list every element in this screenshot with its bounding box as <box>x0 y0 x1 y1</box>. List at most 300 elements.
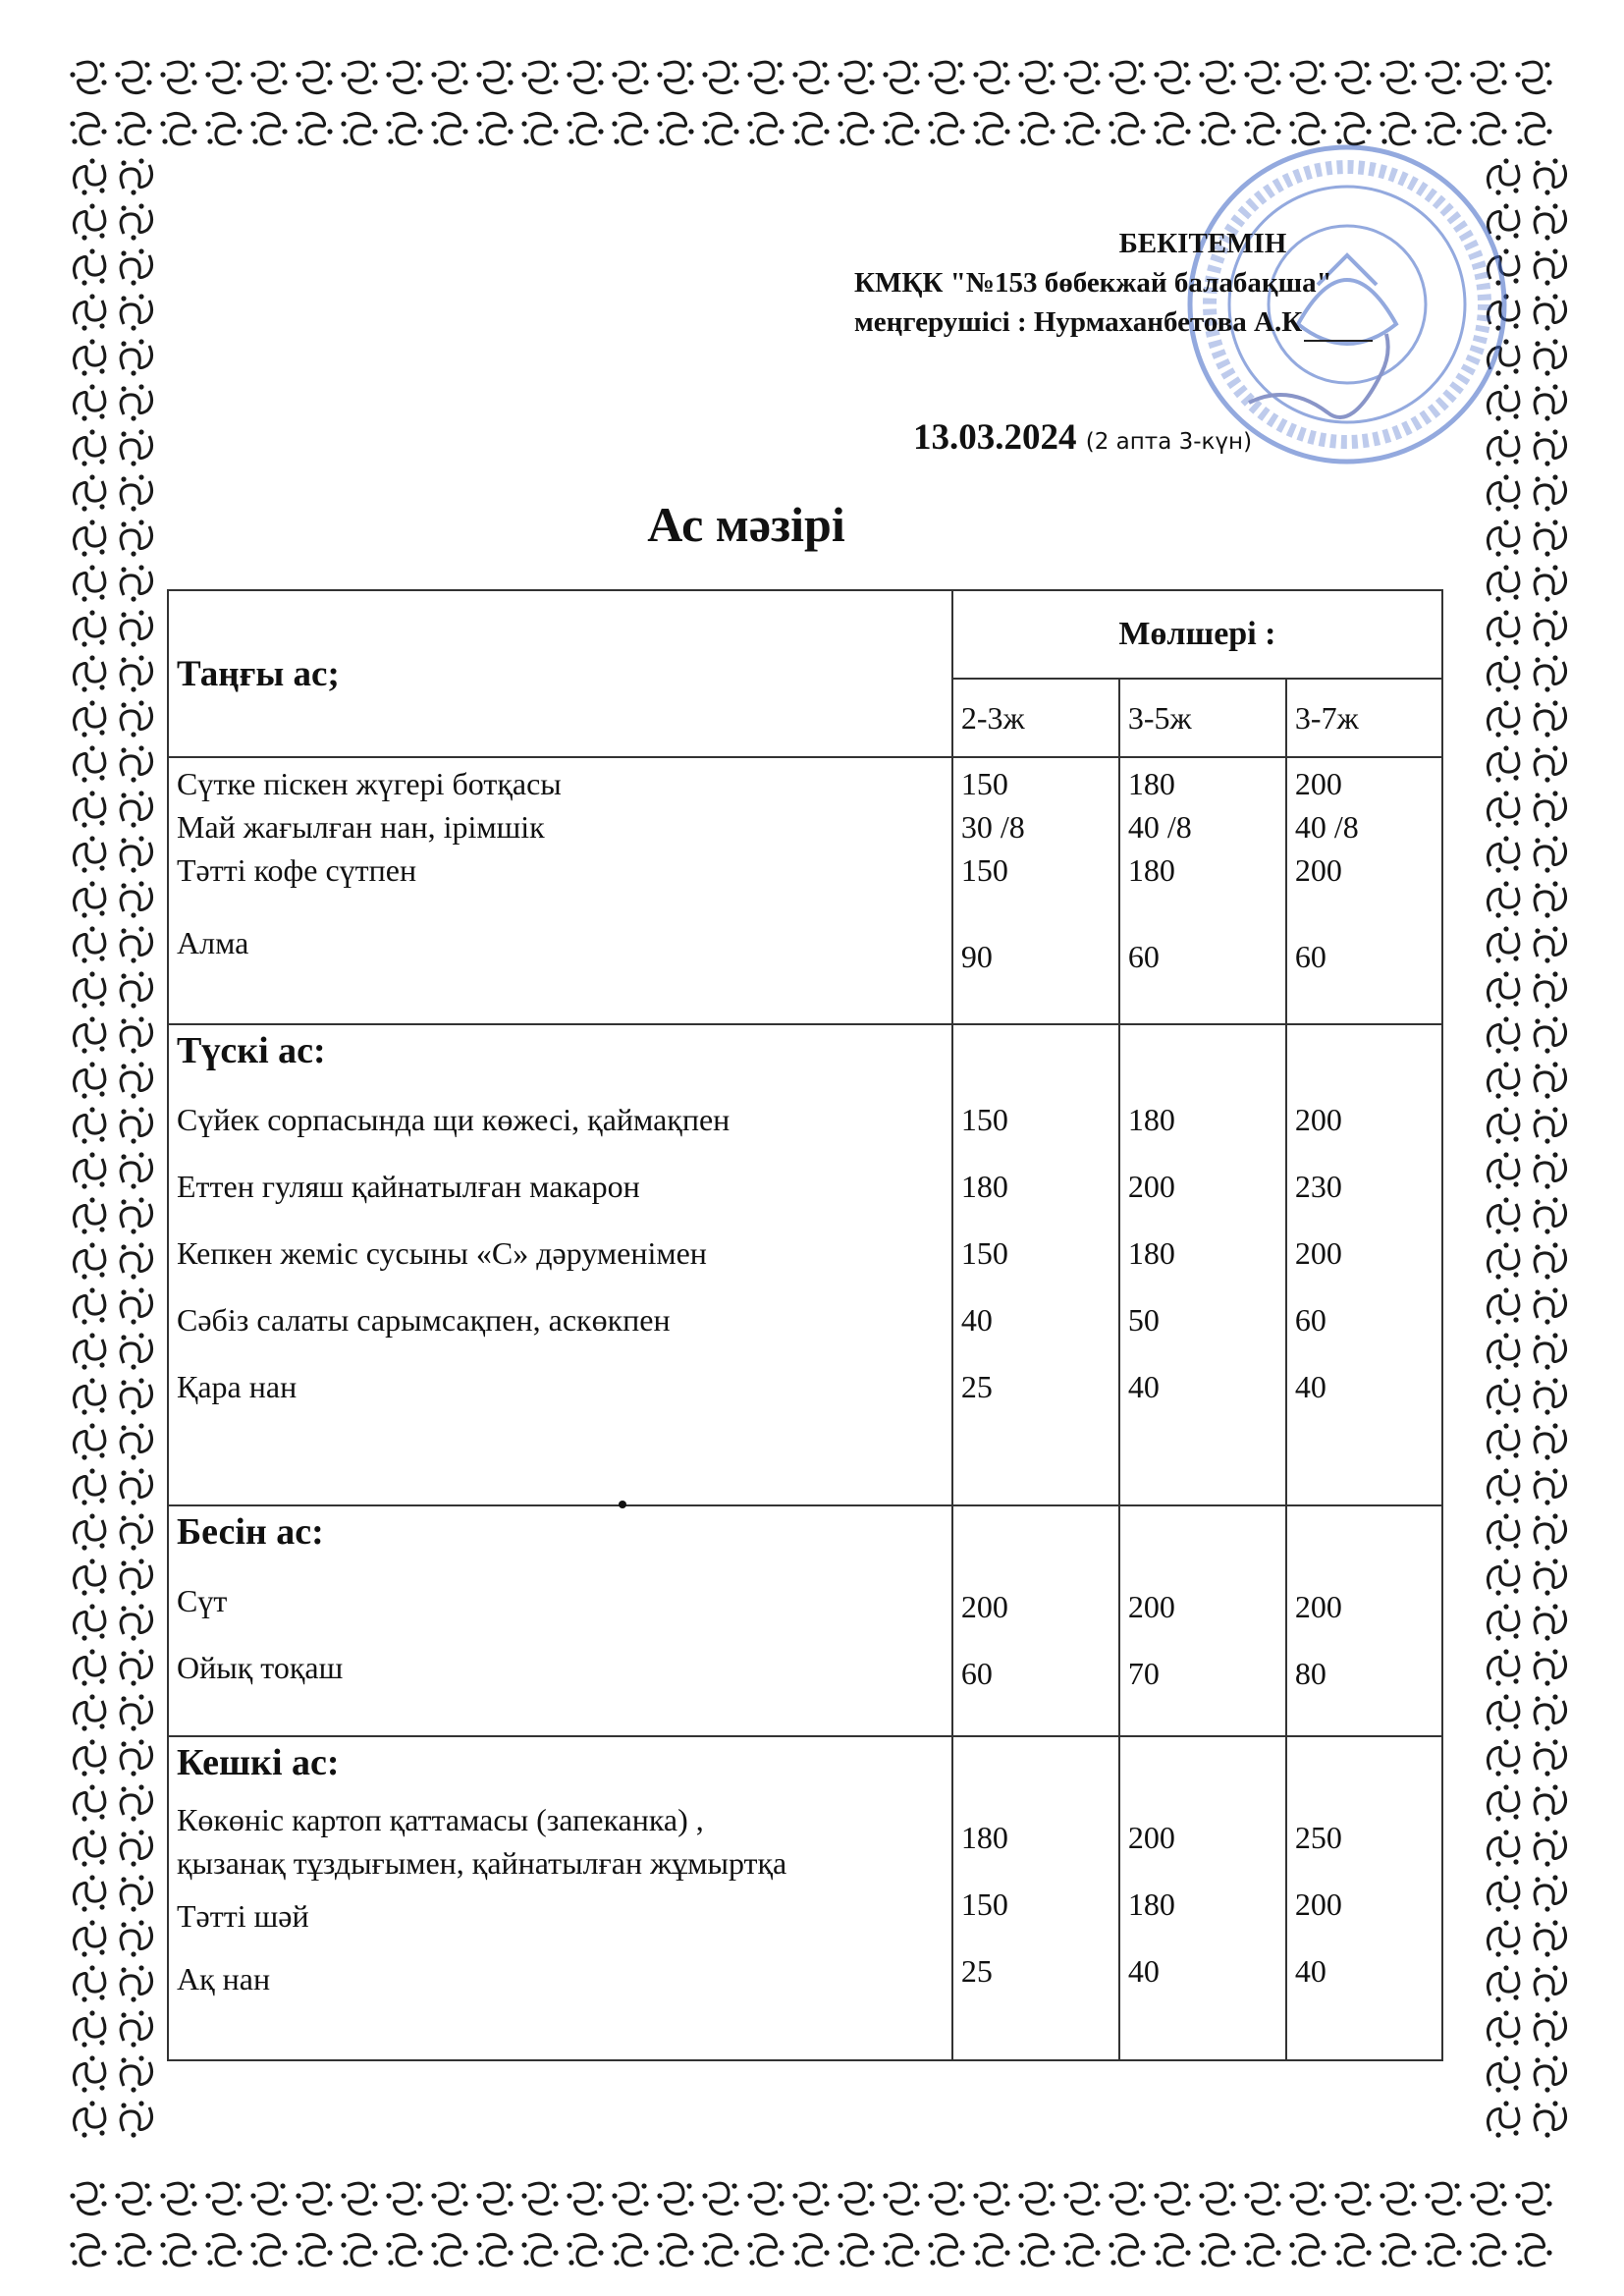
border-swirl-icon <box>1535 2101 1565 2137</box>
border-swirl-icon <box>1535 474 1565 511</box>
border-swirl-icon <box>121 1830 151 1866</box>
border-swirl-icon <box>386 113 422 143</box>
border-swirl-icon <box>115 2234 151 2265</box>
border-swirl-icon <box>1488 1604 1518 1640</box>
lunch-row <box>168 1024 1442 1505</box>
border-swirl-icon <box>1380 62 1416 92</box>
border-swirl-icon <box>1244 62 1280 92</box>
border-swirl-icon <box>1535 1604 1565 1640</box>
border-swirl-icon <box>928 113 964 143</box>
qty-value: 60 <box>1127 939 1160 974</box>
border-swirl-icon <box>74 926 104 962</box>
border-swirl-icon <box>1488 1965 1518 2001</box>
qty-value: 25 <box>960 1369 993 1404</box>
dinner-qty-3 <box>1286 1736 1442 2060</box>
border-swirl-icon <box>1535 1062 1565 1098</box>
border-swirl-icon <box>1535 1830 1565 1866</box>
border-swirl-icon <box>1535 1197 1565 1233</box>
border-swirl-icon <box>160 2183 196 2214</box>
border-swirl-icon <box>567 62 603 92</box>
border-swirl-icon <box>883 2234 919 2265</box>
lunch-qty-1 <box>952 1024 1119 1505</box>
border-swirl-icon <box>121 1784 151 1821</box>
border-swirl-icon <box>1425 2183 1461 2214</box>
border-swirl-icon <box>476 113 513 143</box>
border-swirl-icon <box>74 836 104 872</box>
border-swirl-icon <box>70 113 106 143</box>
list-item: Май жағылған нан, ірімшік <box>177 809 545 845</box>
border-swirl-icon <box>1535 1558 1565 1595</box>
qty-value: 150 <box>960 766 1008 801</box>
border-swirl-icon <box>115 62 151 92</box>
border-swirl-icon <box>1488 1378 1518 1414</box>
qty-value: 230 <box>1294 1169 1342 1204</box>
border-swirl-icon <box>928 2234 964 2265</box>
border-swirl-icon <box>121 2101 151 2137</box>
border-swirl-icon <box>1488 1468 1518 1504</box>
border-swirl-icon <box>1334 62 1371 92</box>
qty-value: 70 <box>1127 1656 1160 1691</box>
list-item: Қара нан <box>177 1369 298 1404</box>
border-swirl-icon <box>973 62 1009 92</box>
border-swirl-icon <box>121 836 151 872</box>
border-swirl-icon <box>121 1287 151 1324</box>
border-swirl-icon <box>74 1558 104 1595</box>
border-swirl-icon <box>1535 158 1565 194</box>
qty-value: 40 /8 <box>1294 809 1359 845</box>
border-swirl-icon <box>1535 836 1565 872</box>
border-swirl-icon <box>747 62 784 92</box>
qty-value: 180 <box>1127 1235 1175 1271</box>
border-swirl-icon <box>747 113 784 143</box>
border-swirl-icon <box>121 158 151 194</box>
border-swirl-icon <box>1488 519 1518 556</box>
border-swirl-icon <box>1488 1558 1518 1595</box>
border-swirl-icon <box>1018 113 1055 143</box>
border-swirl-icon <box>1535 384 1565 420</box>
lunch-items <box>168 1024 952 1505</box>
border-swirl-icon <box>792 62 829 92</box>
border-swirl-icon <box>1535 2055 1565 2092</box>
border-swirl-icon <box>1535 565 1565 601</box>
border-swirl-icon <box>1515 2183 1551 2214</box>
border-swirl-icon <box>1488 1920 1518 1956</box>
page-title: Ас мәзірі <box>647 497 845 552</box>
border-swirl-icon <box>1488 1423 1518 1459</box>
border-swirl-icon <box>1334 2234 1371 2265</box>
border-swirl-icon <box>205 2183 242 2214</box>
border-swirl-icon <box>1515 62 1551 92</box>
border-swirl-icon <box>431 2234 467 2265</box>
border-swirl-icon <box>74 248 104 285</box>
border-swirl-icon <box>1488 791 1518 827</box>
border-swirl-icon <box>838 2234 874 2265</box>
border-swirl-icon <box>1488 1694 1518 1730</box>
border-swirl-icon <box>121 1197 151 1233</box>
border-swirl-icon <box>1154 62 1190 92</box>
border-swirl-icon <box>74 1513 104 1550</box>
border-swirl-icon <box>70 2234 106 2265</box>
border-swirl-icon <box>160 113 196 143</box>
border-swirl-icon <box>74 203 104 240</box>
border-swirl-icon <box>1488 1062 1518 1098</box>
border-swirl-icon <box>1488 565 1518 601</box>
border-swirl-icon <box>121 1965 151 2001</box>
border-swirl-icon <box>74 1468 104 1504</box>
snack-qty-1 <box>952 1505 1119 1736</box>
border-swirl-icon <box>205 62 242 92</box>
border-swirl-icon <box>115 113 151 143</box>
border-swirl-icon <box>121 1062 151 1098</box>
border-swirl-icon <box>74 1965 104 2001</box>
list-item: қызанақ тұздығымен, қайнатылған жұмыртқа <box>177 1845 787 1881</box>
border-swirl-icon <box>702 2183 738 2214</box>
border-swirl-icon <box>74 1152 104 1188</box>
border-swirl-icon <box>476 2183 513 2214</box>
border-swirl-icon <box>973 2183 1009 2214</box>
border-swirl-icon <box>521 2234 558 2265</box>
border-swirl-icon <box>1380 2234 1416 2265</box>
age-group-1: 2-3ж <box>952 679 1119 757</box>
qty-value: 40 /8 <box>1127 809 1192 845</box>
lunch-title: Түскі ас: <box>177 1030 326 1071</box>
breakfast-items <box>168 757 952 1024</box>
border-swirl-icon <box>1488 1875 1518 1911</box>
border-swirl-icon <box>521 2183 558 2214</box>
border-swirl-icon <box>1535 1468 1565 1504</box>
qty-value: 150 <box>960 1102 1008 1137</box>
border-swirl-icon <box>205 2234 242 2265</box>
border-swirl-icon <box>1535 294 1565 330</box>
border-swirl-icon <box>1535 519 1565 556</box>
border-swirl-icon <box>121 565 151 601</box>
border-swirl-icon <box>1334 2183 1371 2214</box>
list-item: Алма <box>177 925 249 960</box>
border-swirl-icon <box>74 1739 104 1776</box>
border-swirl-icon <box>1535 1784 1565 1821</box>
border-swirl-icon <box>1154 2183 1190 2214</box>
qty-value: 40 <box>1127 1953 1160 1989</box>
border-swirl-icon <box>250 113 287 143</box>
border-swirl-icon <box>1488 1830 1518 1866</box>
border-swirl-icon <box>74 429 104 465</box>
qty-value: 200 <box>1127 1169 1175 1204</box>
border-swirl-icon <box>657 62 693 92</box>
border-swirl-icon <box>74 1333 104 1369</box>
border-swirl-icon <box>121 1513 151 1550</box>
border-swirl-icon <box>1380 2183 1416 2214</box>
dinner-row <box>168 1736 1442 2060</box>
border-swirl-icon <box>121 1468 151 1504</box>
border-swirl-icon <box>431 2183 467 2214</box>
border-swirl-icon <box>1535 926 1565 962</box>
qty-value: 200 <box>1294 1102 1342 1137</box>
border-swirl-icon <box>1109 2234 1145 2265</box>
border-swirl-icon <box>1535 429 1565 465</box>
border-swirl-icon <box>1535 203 1565 240</box>
border-swirl-icon <box>121 1649 151 1685</box>
list-item: Сәбіз салаты сарымсақпен, аскөкпен <box>177 1302 671 1338</box>
border-swirl-icon <box>1199 62 1235 92</box>
border-swirl-icon <box>74 565 104 601</box>
border-swirl-icon <box>1289 2183 1326 2214</box>
list-item: Тәтті кофе сүтпен <box>177 852 417 888</box>
border-swirl-icon <box>74 1694 104 1730</box>
border-swirl-icon <box>1535 1739 1565 1776</box>
border-swirl-icon <box>1488 1333 1518 1369</box>
border-swirl-icon <box>476 62 513 92</box>
border-swirl-icon <box>74 1604 104 1640</box>
border-swirl-icon <box>1425 62 1461 92</box>
border-swirl-icon <box>74 791 104 827</box>
border-swirl-icon <box>115 2183 151 2214</box>
qty-value: 200 <box>960 1589 1008 1624</box>
border-swirl-icon <box>1535 1965 1565 2001</box>
qty-value: 40 <box>1294 1953 1326 1989</box>
border-swirl-icon <box>74 700 104 737</box>
border-swirl-icon <box>838 113 874 143</box>
border-swirl-icon <box>121 384 151 420</box>
qty-value: 150 <box>960 1886 1008 1922</box>
border-swirl-icon <box>431 113 467 143</box>
border-swirl-icon <box>1063 2183 1100 2214</box>
border-swirl-icon <box>74 1197 104 1233</box>
border-swirl-icon <box>1289 62 1326 92</box>
border-swirl-icon <box>883 62 919 92</box>
border-swirl-icon <box>1063 113 1100 143</box>
border-swirl-icon <box>121 1423 151 1459</box>
border-swirl-icon <box>386 62 422 92</box>
breakfast-qty-1 <box>952 757 1119 1024</box>
border-swirl-icon <box>1488 474 1518 511</box>
border-swirl-icon <box>1535 745 1565 782</box>
border-swirl-icon <box>341 2183 377 2214</box>
border-swirl-icon <box>74 1920 104 1956</box>
border-swirl-icon <box>1488 836 1518 872</box>
border-swirl-icon <box>121 339 151 375</box>
dinner-items <box>168 1736 952 2060</box>
border-swirl-icon <box>973 113 1009 143</box>
border-swirl-icon <box>74 655 104 691</box>
border-swirl-icon <box>121 1558 151 1595</box>
qty-value: 180 <box>960 1820 1008 1855</box>
border-swirl-icon <box>121 1242 151 1279</box>
border-swirl-icon <box>1018 2234 1055 2265</box>
border-swirl-icon <box>1063 2234 1100 2265</box>
border-swirl-icon <box>1488 1649 1518 1685</box>
border-swirl-icon <box>1488 655 1518 691</box>
snack-row <box>168 1505 1442 1736</box>
border-swirl-icon <box>74 1287 104 1324</box>
qty-value: 25 <box>960 1953 993 1989</box>
border-swirl-icon <box>121 1604 151 1640</box>
border-swirl-icon <box>702 113 738 143</box>
border-swirl-icon <box>1488 1107 1518 1143</box>
border-swirl-icon <box>1488 926 1518 962</box>
border-swirl-icon <box>1488 1784 1518 1821</box>
qty-value: 200 <box>1127 1589 1175 1624</box>
border-swirl-icon <box>1535 881 1565 917</box>
border-swirl-icon <box>341 2234 377 2265</box>
border-swirl-icon <box>74 1875 104 1911</box>
breakfast-qty-2 <box>1119 757 1286 1024</box>
qty-value: 200 <box>1294 1235 1342 1271</box>
border-swirl-icon <box>121 791 151 827</box>
list-item: Ойық тоқаш <box>177 1650 344 1685</box>
border-swirl-icon <box>386 2183 422 2214</box>
menu-table <box>167 589 1443 2061</box>
border-swirl-icon <box>521 113 558 143</box>
qty-value: 50 <box>1127 1302 1160 1338</box>
border-swirl-icon <box>883 113 919 143</box>
border-swirl-icon <box>121 1016 151 1053</box>
age-group-2: 3-5ж <box>1119 679 1286 757</box>
border-swirl-icon <box>1470 2234 1506 2265</box>
age-group-3: 3-7ж <box>1286 679 1442 757</box>
border-swirl-icon <box>1470 62 1506 92</box>
border-swirl-icon <box>296 2183 332 2214</box>
border-swirl-icon <box>928 62 964 92</box>
qty-value: 80 <box>1294 1656 1326 1691</box>
border-swirl-icon <box>1063 62 1100 92</box>
list-item: Тәтті шәй <box>177 1898 309 1934</box>
border-swirl-icon <box>74 294 104 330</box>
border-swirl-icon <box>74 610 104 646</box>
list-item: Ақ нан <box>177 1961 271 1996</box>
border-swirl-icon <box>1109 2183 1145 2214</box>
border-swirl-icon <box>792 2183 829 2214</box>
border-swirl-icon <box>1535 610 1565 646</box>
border-swirl-icon <box>121 971 151 1008</box>
border-swirl-icon <box>296 62 332 92</box>
border-swirl-icon <box>1488 610 1518 646</box>
border-swirl-icon <box>792 2234 829 2265</box>
border-swirl-icon <box>1199 2183 1235 2214</box>
qty-value: 150 <box>960 1235 1008 1271</box>
qty-value: 200 <box>1294 1589 1342 1624</box>
border-swirl-icon <box>657 2234 693 2265</box>
border-swirl-icon <box>74 384 104 420</box>
border-swirl-icon <box>1199 2234 1235 2265</box>
border-swirl-icon <box>612 62 648 92</box>
border-swirl-icon <box>476 2234 513 2265</box>
border-swirl-icon <box>1535 339 1565 375</box>
snack-items <box>168 1505 952 1736</box>
border-swirl-icon <box>1535 1016 1565 1053</box>
border-swirl-icon <box>74 1016 104 1053</box>
list-item: Еттен гуляш қайнатылған макарон <box>177 1169 640 1204</box>
breakfast-qty-3 <box>1286 757 1442 1024</box>
border-swirl-icon <box>1515 2234 1551 2265</box>
border-swirl-icon <box>1154 2234 1190 2265</box>
qty-value: 60 <box>960 1656 993 1691</box>
breakfast-row <box>168 757 1442 1024</box>
qty-value: 40 <box>1294 1369 1326 1404</box>
border-swirl-icon <box>1488 1197 1518 1233</box>
border-swirl-icon <box>74 1423 104 1459</box>
qty-value: 200 <box>1294 1886 1342 1922</box>
border-swirl-icon <box>1535 1513 1565 1550</box>
border-swirl-icon <box>121 1333 151 1369</box>
lunch-qty-2 <box>1119 1024 1286 1505</box>
border-swirl-icon <box>121 294 151 330</box>
border-swirl-icon <box>70 62 106 92</box>
border-swirl-icon <box>250 2183 287 2214</box>
breakfast-title: Таңғы ас; <box>168 590 952 757</box>
border-swirl-icon <box>1425 2234 1461 2265</box>
border-swirl-icon <box>1488 745 1518 782</box>
border-swirl-icon <box>341 113 377 143</box>
border-swirl-icon <box>1535 1920 1565 1956</box>
border-swirl-icon <box>1470 2183 1506 2214</box>
border-swirl-icon <box>74 881 104 917</box>
border-swirl-icon <box>612 2234 648 2265</box>
border-swirl-icon <box>70 2183 106 2214</box>
border-swirl-icon <box>1535 1242 1565 1279</box>
border-swirl-icon <box>121 1875 151 1911</box>
border-swirl-icon <box>521 62 558 92</box>
border-swirl-icon <box>121 700 151 737</box>
quantity-header: Мөлшері : <box>952 590 1442 679</box>
qty-value: 250 <box>1294 1820 1342 1855</box>
border-swirl-icon <box>121 881 151 917</box>
border-swirl-icon <box>567 113 603 143</box>
border-swirl-icon <box>838 2183 874 2214</box>
border-swirl-icon <box>1488 2010 1518 2047</box>
border-swirl-icon <box>928 2183 964 2214</box>
approval-title: БЕКІТЕМІН <box>1118 228 1287 259</box>
border-swirl-icon <box>121 1152 151 1188</box>
qty-value: 180 <box>960 1169 1008 1204</box>
border-swirl-icon <box>567 2183 603 2214</box>
snack-title: Бесін ас: <box>177 1511 324 1553</box>
border-swirl-icon <box>1535 1287 1565 1324</box>
border-swirl-icon <box>838 62 874 92</box>
border-swirl-icon <box>702 62 738 92</box>
border-swirl-icon <box>1109 62 1145 92</box>
qty-value: 200 <box>1294 766 1342 801</box>
date-note: (2 апта 3-күн) <box>1085 429 1253 455</box>
border-swirl-icon <box>121 655 151 691</box>
qty-value: 40 <box>960 1302 993 1338</box>
border-swirl-icon <box>883 2183 919 2214</box>
border-swirl-icon <box>1289 2234 1326 2265</box>
border-swirl-icon <box>1244 2183 1280 2214</box>
border-swirl-icon <box>1535 248 1565 285</box>
qty-value: 150 <box>960 852 1008 888</box>
border-swirl-icon <box>1488 1016 1518 1053</box>
dinner-qty-2 <box>1119 1736 1286 2060</box>
date-value: 13.03.2024 <box>913 417 1077 458</box>
approval-org: КМҚК "№153 бөбекжай балабақша" <box>854 267 1332 299</box>
border-swirl-icon <box>1535 1423 1565 1459</box>
qty-value: 180 <box>1127 852 1175 888</box>
border-swirl-icon <box>250 62 287 92</box>
border-swirl-icon <box>1488 1152 1518 1188</box>
border-swirl-icon <box>1488 881 1518 917</box>
border-swirl-icon <box>1535 1694 1565 1730</box>
border-swirl-icon <box>121 745 151 782</box>
border-swirl-icon <box>567 2234 603 2265</box>
signature-line <box>1304 339 1373 342</box>
border-swirl-icon <box>74 2101 104 2137</box>
menu-date <box>913 416 1252 459</box>
list-item: Сүт <box>177 1583 228 1618</box>
border-swirl-icon <box>1535 1333 1565 1369</box>
list-item: Көкөніс картоп қаттамасы (запеканка) , <box>177 1802 704 1837</box>
qty-value: 180 <box>1127 766 1175 801</box>
ink-dot <box>619 1501 626 1508</box>
